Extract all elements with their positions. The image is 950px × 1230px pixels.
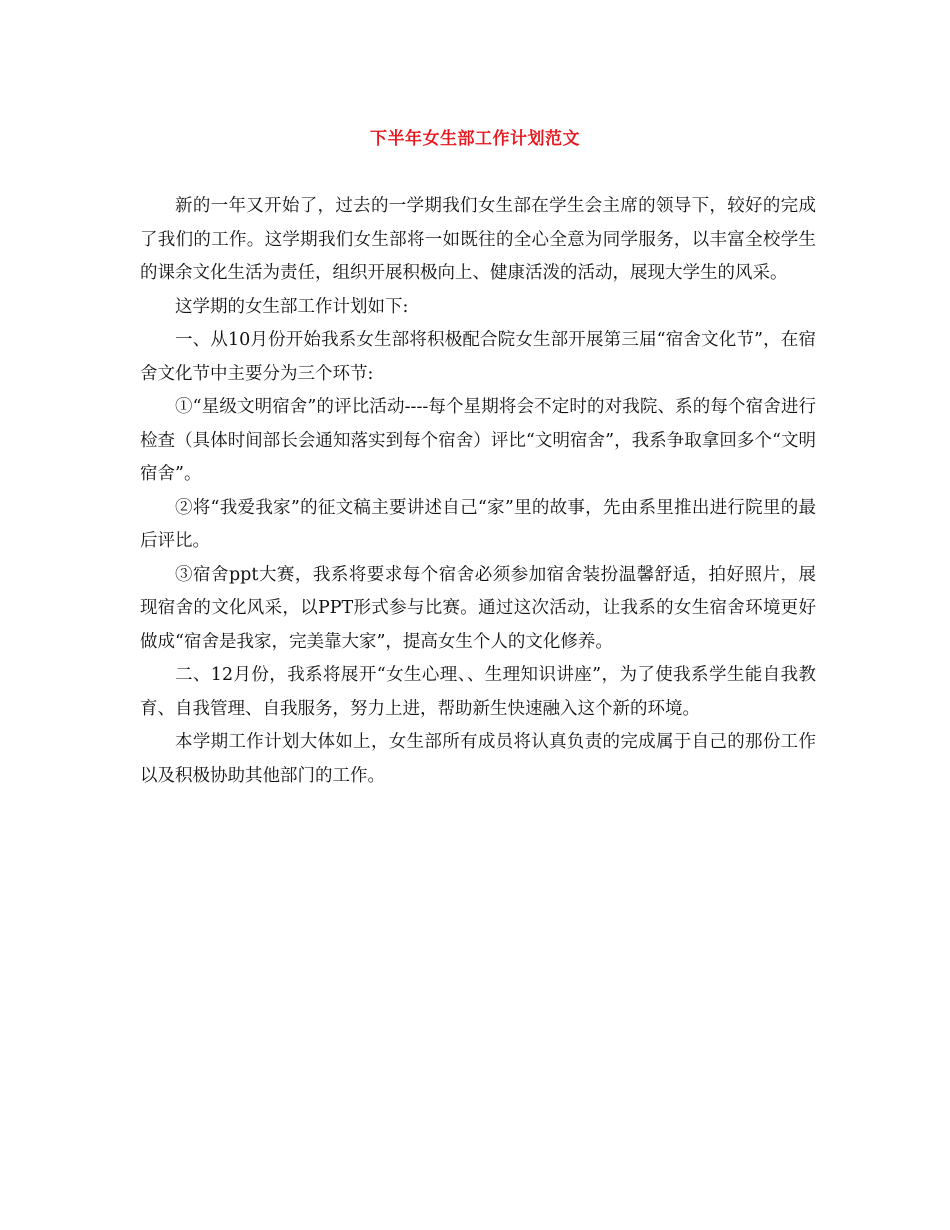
paragraph-conclusion: 本学期工作计划大体如上，女生部所有成员将认真负责的完成属于自己的那份工作以及积极协助其他部门的工作。 (140, 732, 816, 786)
document-body (140, 190, 816, 793)
paragraph-subitem-1: ①“星级文明宿舍”的评比活动----每个星期将会不定时的对我院、系的每个宿舍进行检查（具体时间部长会通知落实到每个宿舍）评比“文明宿舍”，我系争取拿回多个“文明宿舍”。 (140, 397, 816, 484)
paragraph-plan-heading: 这学期的女生部工作计划如下: (175, 296, 409, 317)
paragraph-intro: 新的一年又开始了，过去的一学期我们女生部在学生会主席的领导下，较好的完成了我们的工作。这学期我们女生部将一如既往的全心全意为同学服务，以丰富全校学生的课余文化生活为责任，组织开展积极向上、健康活泼的活动，展现大学生的风采。 (140, 196, 816, 283)
document-title: 下半年女生部工作计划范文 (370, 129, 580, 149)
paragraph-item-2: 二、12月份，我系将展开“女生心理、、生理知识讲座”，为了使我系学生能自我教育、自我管理、自我服务，努力上进，帮助新生快速融入这个新的环境。 (140, 665, 816, 719)
paragraph-subitem-3: ③宿舍ppt大赛，我系将要求每个宿舍必须参加宿舍装扮温馨舒适，拍好照片，展现宿舍的文化风采，以PPT形式参与比赛。通过这次活动，让我系的女生宿舍环境更好做成“宿舍是我家，完美靠大家”，提高女生个人的文化修养。 (140, 564, 816, 652)
paragraph-subitem-2: ②将“我爱我家”的征文稿主要讲述自己“家”里的故事，先由系里推出进行院里的最后评比。 (140, 497, 816, 551)
paragraph-item-1: 一、从10月份开始我系女生部将积极配合院女生部开展第三届“宿舍文化节”，在宿舍文化节中主要分为三个环节: (140, 330, 816, 384)
